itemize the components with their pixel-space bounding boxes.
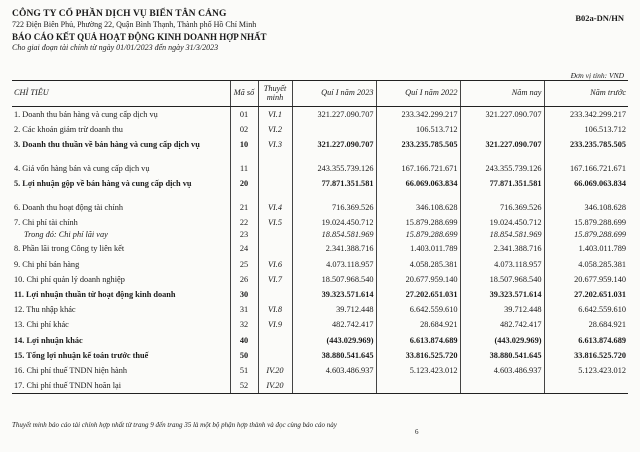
row-code: 10 — [230, 137, 258, 161]
value-this-year: 39.712.448 — [460, 302, 544, 317]
row-code: 01 — [230, 107, 258, 122]
footnote: Thuyết minh báo cáo tài chính hợp nhất từ trang 9 đến trang 35 là một bộ phận hợp thành và đọc cùng báo cáo này — [12, 421, 337, 429]
value-q1-2022: 66.069.063.834 — [376, 176, 460, 200]
value-this-year: 77.871.351.581 — [460, 176, 544, 200]
table-body — [12, 107, 628, 394]
row-name: 1. Doanh thu bán hàng và cung cấp dịch vụ — [14, 110, 158, 119]
value-prior-year: 4.058.285.381 — [544, 257, 628, 272]
value-q1-2022: 4.058.285.381 — [376, 257, 460, 272]
col-header-code: Mã số — [230, 81, 258, 107]
form-code: B02a-DN/HN — [575, 13, 624, 23]
row-note: VI.5 — [258, 215, 292, 230]
value-this-year: 4.073.118.957 — [460, 257, 544, 272]
row-note: VI.9 — [258, 317, 292, 332]
row-note — [258, 348, 292, 363]
table-row — [12, 137, 628, 161]
row-code: 51 — [230, 363, 258, 378]
value-prior-year: 5.123.423.012 — [544, 363, 628, 378]
value-q1-2023: 243.355.739.126 — [292, 161, 376, 176]
value-q1-2023: 321.227.090.707 — [292, 107, 376, 122]
row-name: 10. Chi phí quản lý doanh nghiệp — [14, 274, 125, 284]
value-q1-2022: 1.403.011.789 — [376, 241, 460, 256]
table-row — [12, 257, 628, 272]
value-this-year: 482.742.417 — [460, 317, 544, 332]
company-name: CÔNG TY CỔ PHẦN DỊCH VỤ BIỂN TÂN CẢNG — [12, 9, 227, 19]
row-note: VI.2 — [258, 122, 292, 137]
value-this-year: 321.227.090.707 — [460, 137, 544, 161]
row-note: VI.4 — [258, 200, 292, 215]
value-this-year: 38.880.541.645 — [460, 348, 544, 363]
row-name: 9. Chi phí bán hàng — [14, 259, 80, 269]
report-period: Cho giai đoạn tài chính từ ngày 01/01/2023 đến ngày 31/3/2023 — [12, 43, 219, 52]
table-row — [12, 287, 628, 302]
value-prior-year: 6.642.559.610 — [544, 302, 628, 317]
value-q1-2023: 2.341.388.716 — [292, 241, 376, 256]
col-header-q1-2023: Quí I năm 2023 — [292, 81, 376, 107]
row-name: 13. Chi phí khác — [14, 320, 69, 330]
currency-unit: Đơn vị tính: VND — [570, 71, 624, 80]
row-code: 21 — [230, 200, 258, 215]
value-q1-2022: 233.342.299.217 — [376, 107, 460, 122]
row-note — [258, 176, 292, 200]
table-row — [12, 107, 628, 122]
value-prior-year: 233.235.785.505 — [544, 137, 628, 161]
table-row — [12, 317, 628, 332]
table-row — [12, 230, 628, 241]
row-code: 25 — [230, 257, 258, 272]
table-row — [12, 333, 628, 348]
value-q1-2023: (443.029.969) — [292, 333, 376, 348]
row-note — [258, 333, 292, 348]
value-prior-year: 33.816.525.720 — [544, 348, 628, 363]
row-name: 7. Chi phí tài chính — [14, 218, 78, 228]
value-prior-year: 15.879.288.699 — [544, 230, 628, 241]
col-header-note: Thuyết minh — [258, 81, 292, 107]
row-code: 11 — [230, 161, 258, 176]
value-this-year: 243.355.739.126 — [460, 161, 544, 176]
value-q1-2022: 346.108.628 — [376, 200, 460, 215]
row-note — [258, 241, 292, 256]
income-statement-table — [12, 80, 628, 394]
value-q1-2023 — [292, 122, 376, 137]
value-prior-year: 233.342.299.217 — [544, 107, 628, 122]
value-q1-2023: 18.854.581.969 — [292, 230, 376, 241]
value-this-year: 19.024.450.712 — [460, 215, 544, 230]
row-note: VI.7 — [258, 272, 292, 287]
row-code: 40 — [230, 333, 258, 348]
value-q1-2023: 321.227.090.707 — [292, 137, 376, 161]
table-row — [12, 302, 628, 317]
row-code: 24 — [230, 241, 258, 256]
value-this-year: 39.323.571.614 — [460, 287, 544, 302]
value-q1-2022: 167.166.721.671 — [376, 161, 460, 176]
col-header-q1-2022: Quí I năm 2022 — [376, 81, 460, 107]
value-q1-2023: 18.507.968.540 — [292, 272, 376, 287]
value-prior-year: 20.677.959.140 — [544, 272, 628, 287]
row-note: IV.20 — [258, 378, 292, 393]
value-prior-year: 106.513.712 — [544, 122, 628, 137]
table-row — [12, 122, 628, 137]
row-name: 2. Các khoản giảm trừ doanh thu — [14, 124, 123, 134]
row-code: 31 — [230, 302, 258, 317]
value-q1-2022: 33.816.525.720 — [376, 348, 460, 363]
value-prior-year: 346.108.628 — [544, 200, 628, 215]
value-q1-2022: 15.879.288.699 — [376, 230, 460, 241]
row-name: 3. Doanh thu thuần về bán hàng và cung cấp dịch vụ — [14, 139, 200, 149]
value-q1-2022: 20.677.959.140 — [376, 272, 460, 287]
row-name: 14. Lợi nhuận khác — [14, 335, 83, 345]
col-header-name: CHỈ TIÊU — [12, 81, 230, 107]
row-name: 4. Giá vốn hàng bán và cung cấp dịch vụ — [14, 163, 150, 173]
report-header — [12, 9, 628, 52]
row-note: IV.20 — [258, 363, 292, 378]
value-prior-year: 1.403.011.789 — [544, 241, 628, 256]
row-name: Trong đó: Chi phí lãi vay — [24, 230, 108, 240]
row-note: VI.6 — [258, 257, 292, 272]
value-q1-2023: 716.369.526 — [292, 200, 376, 215]
row-name: 5. Lợi nhuận gộp về bán hàng và cung cấp dịch vụ — [14, 179, 192, 189]
value-q1-2023: 39.323.571.614 — [292, 287, 376, 302]
table-row — [12, 348, 628, 363]
value-prior-year: 167.166.721.671 — [544, 161, 628, 176]
value-this-year — [460, 122, 544, 137]
value-q1-2023: 38.880.541.645 — [292, 348, 376, 363]
value-q1-2022: 233.235.785.505 — [376, 137, 460, 161]
page-number: 6 — [415, 428, 419, 436]
col-header-prior-year: Năm trước — [544, 81, 628, 107]
table-row — [12, 272, 628, 287]
row-name: 15. Tổng lợi nhuận kế toán trước thuế — [14, 350, 149, 360]
row-code: 50 — [230, 348, 258, 363]
value-q1-2022: 6.642.559.610 — [376, 302, 460, 317]
value-q1-2022: 15.879.288.699 — [376, 215, 460, 230]
value-this-year: 4.603.486.937 — [460, 363, 544, 378]
value-q1-2023: 77.871.351.581 — [292, 176, 376, 200]
row-code: 23 — [230, 230, 258, 241]
row-code: 32 — [230, 317, 258, 332]
row-name: 17. Chi phí thuế TNDN hoãn lại — [12, 378, 230, 393]
value-q1-2023: 19.024.450.712 — [292, 215, 376, 230]
value-q1-2023: 482.742.417 — [292, 317, 376, 332]
table-row — [12, 378, 628, 393]
table-row — [12, 161, 628, 176]
value-this-year: 321.227.090.707 — [460, 107, 544, 122]
value-this-year: 18.507.968.540 — [460, 272, 544, 287]
value-prior-year — [544, 378, 628, 393]
value-this-year — [460, 378, 544, 393]
value-q1-2022: 5.123.423.012 — [376, 363, 460, 378]
row-name: 6. Doanh thu hoạt động tài chính — [14, 203, 123, 213]
value-prior-year: 27.202.651.031 — [544, 287, 628, 302]
value-prior-year: 66.069.063.834 — [544, 176, 628, 200]
table-row — [12, 215, 628, 230]
value-q1-2022: 106.513.712 — [376, 122, 460, 137]
row-code: 02 — [230, 122, 258, 137]
row-note — [258, 230, 292, 241]
row-name: 11. Lợi nhuận thuần từ hoạt động kinh doanh — [14, 290, 176, 299]
row-name: 16. Chi phí thuế TNDN hiện hành — [14, 365, 127, 375]
value-q1-2023: 4.073.118.957 — [292, 257, 376, 272]
row-code: 30 — [230, 287, 258, 302]
value-this-year: 2.341.388.716 — [460, 241, 544, 256]
row-note: VI.8 — [258, 302, 292, 317]
value-this-year: 18.854.581.969 — [460, 230, 544, 241]
row-note — [258, 287, 292, 302]
value-prior-year: 6.613.874.689 — [544, 333, 628, 348]
value-prior-year: 15.879.288.699 — [544, 215, 628, 230]
table-header-row — [12, 81, 628, 107]
row-code: 22 — [230, 215, 258, 230]
row-code: 26 — [230, 272, 258, 287]
table-row — [12, 241, 628, 256]
row-note: VI.1 — [258, 107, 292, 122]
value-q1-2023: 39.712.448 — [292, 302, 376, 317]
value-q1-2023: 4.603.486.937 — [292, 363, 376, 378]
row-note: VI.3 — [258, 137, 292, 161]
value-q1-2022: 28.684.921 — [376, 317, 460, 332]
value-q1-2023 — [292, 378, 376, 393]
company-address: 722 Điện Biên Phủ, Phường 22, Quận Bình Thạnh, Thành phố Hồ Chí Minh — [12, 20, 257, 29]
table-row — [12, 363, 628, 378]
row-name: 12. Thu nhập khác — [14, 305, 76, 315]
col-header-this-year: Năm nay — [460, 81, 544, 107]
value-q1-2022: 6.613.874.689 — [376, 333, 460, 348]
value-prior-year: 28.684.921 — [544, 317, 628, 332]
row-name: 8. Phần lãi trong Công ty liên kết — [14, 244, 125, 254]
row-note — [258, 161, 292, 176]
report-title: BÁO CÁO KẾT QUẢ HOẠT ĐỘNG KINH DOANH HỢP NHẤT — [12, 32, 267, 42]
table-row — [12, 176, 628, 200]
table-row — [12, 200, 628, 215]
row-code: 52 — [230, 378, 258, 393]
value-this-year: (443.029.969) — [460, 333, 544, 348]
value-this-year: 716.369.526 — [460, 200, 544, 215]
value-q1-2022: 27.202.651.031 — [376, 287, 460, 302]
value-q1-2022 — [376, 378, 460, 393]
row-code: 20 — [230, 176, 258, 200]
